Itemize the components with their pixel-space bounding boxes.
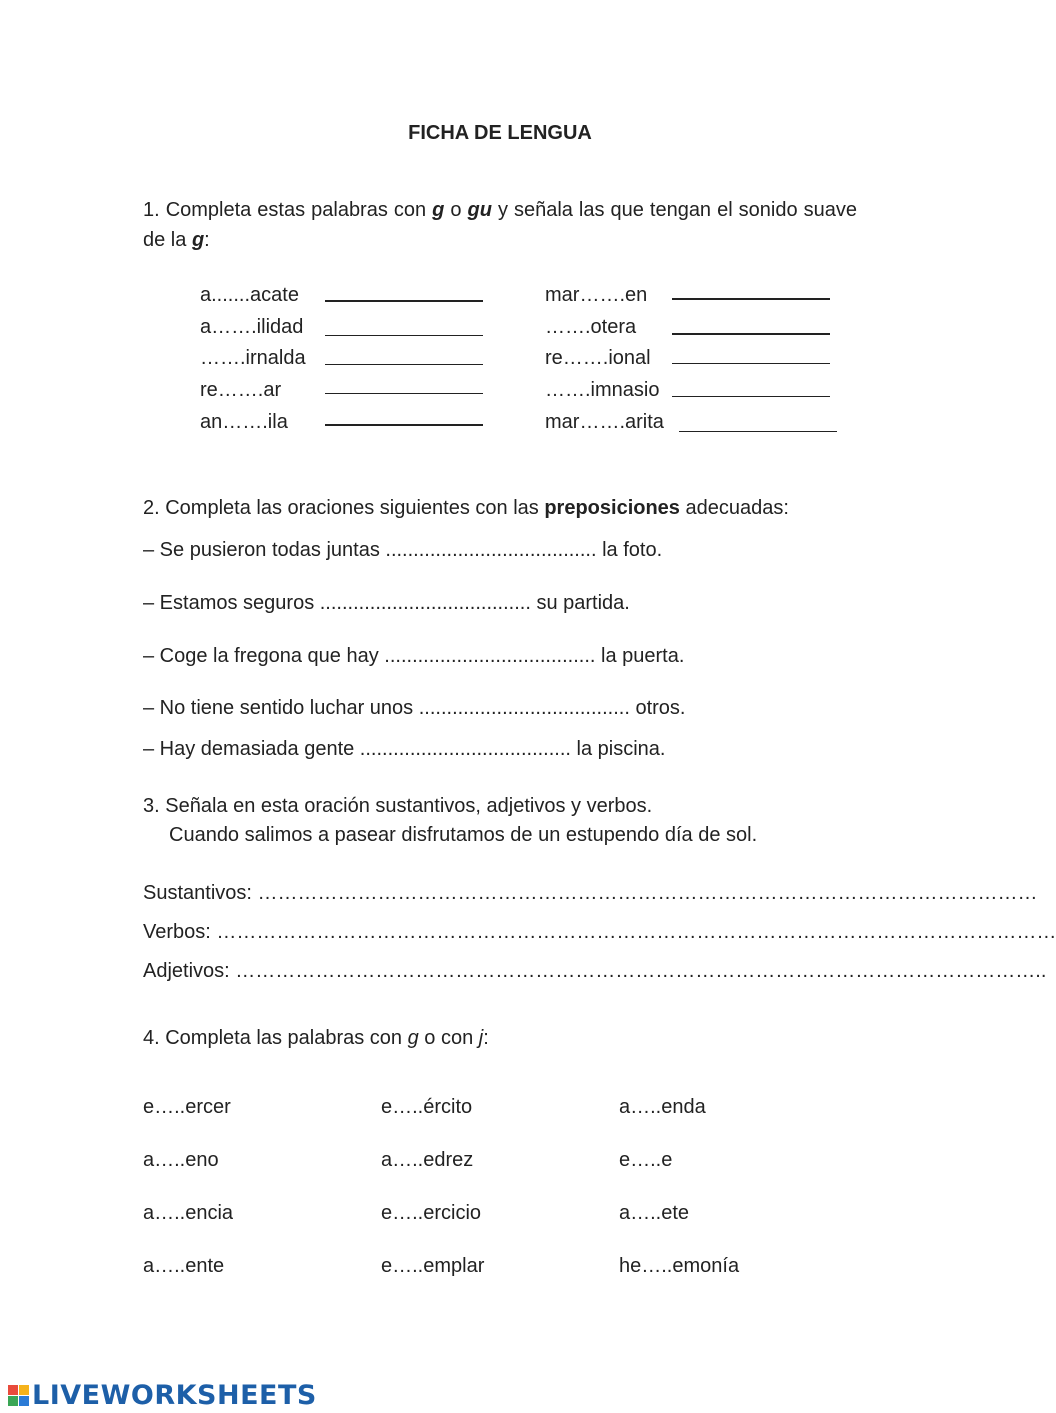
logo-grid-icon bbox=[8, 1385, 29, 1406]
page-title: FICHA DE LENGUA bbox=[408, 122, 592, 144]
answer-line[interactable] bbox=[325, 393, 483, 394]
q4-word[interactable]: a…..edrez bbox=[381, 1149, 474, 1171]
q2-sentence[interactable]: – Coge la fregona que hay ...................................... la puerta. bbox=[143, 645, 685, 667]
answer-line[interactable] bbox=[672, 333, 830, 335]
answer-line[interactable] bbox=[672, 363, 830, 364]
q4-letter-g: g bbox=[407, 1027, 419, 1049]
q4-word[interactable]: e…..e bbox=[619, 1149, 673, 1171]
q2-sentence[interactable]: – Estamos seguros ...................................... su partida. bbox=[143, 592, 630, 614]
question-3-instruction: 3. Señala en esta oración sustantivos, adjetivos y verbos. bbox=[143, 795, 653, 817]
q4-text-pre: 4. Completa las palabras con bbox=[143, 1027, 408, 1049]
q2-text-pre: 2. Completa las oraciones siguientes con las bbox=[143, 497, 545, 519]
answer-line[interactable] bbox=[325, 335, 483, 336]
answer-line[interactable] bbox=[679, 431, 837, 432]
q2-text-bold: preposiciones bbox=[544, 497, 680, 519]
q4-letter-j: j bbox=[478, 1027, 484, 1049]
q3-answer-verbos[interactable]: Verbos: ……………………………………………………………………………………………………………… bbox=[143, 921, 1056, 943]
q4-word[interactable]: e…..ército bbox=[381, 1096, 473, 1118]
q1-word: re…….ional bbox=[545, 347, 651, 369]
answer-line[interactable] bbox=[672, 298, 830, 300]
q1-text-pre: 1. Completa estas palabras con bbox=[143, 199, 433, 221]
q2-text-post: adecuadas: bbox=[679, 497, 789, 519]
q4-text-mid: o con bbox=[418, 1027, 479, 1049]
question-4-instruction bbox=[143, 1027, 489, 1050]
q3-sentence: Cuando salimos a pasear disfrutamos de un estupendo día de sol. bbox=[169, 824, 758, 846]
q4-word[interactable]: e…..ercer bbox=[143, 1096, 231, 1118]
q2-sentence[interactable]: – Se pusieron todas juntas ...................................... la foto. bbox=[143, 539, 663, 561]
q4-word[interactable]: he…..emonía bbox=[619, 1255, 740, 1277]
q1-word: …….imnasio bbox=[545, 379, 660, 401]
answer-line[interactable] bbox=[325, 364, 483, 365]
q1-word: …….irnalda bbox=[200, 347, 306, 369]
q2-sentence[interactable]: – Hay demasiada gente ...................................... la piscina. bbox=[143, 738, 666, 760]
q3-answer-adjetivos[interactable]: Adjetivos: ………………………………………………………………………………………………………….. bbox=[143, 960, 1047, 982]
q1-word: a…….ilidad bbox=[200, 316, 304, 338]
q4-word[interactable]: a…..eno bbox=[143, 1149, 219, 1171]
q1-word: re…….ar bbox=[200, 379, 282, 401]
answer-line[interactable] bbox=[325, 424, 483, 426]
q1-word: a.......acate bbox=[200, 284, 299, 306]
q1-word: an…….ila bbox=[200, 411, 288, 433]
q3-answer-sustantivos[interactable]: Sustantivos: ……………………………………………………………………………………………………… bbox=[143, 882, 1038, 904]
q1-text-mid: y señala las que tengan el sonido suave de la bbox=[143, 199, 857, 251]
q4-word[interactable]: a…..enda bbox=[619, 1096, 706, 1118]
logo-text: LIVEWORKSHEETS bbox=[32, 1380, 317, 1411]
q1-letter-g: g bbox=[432, 199, 445, 221]
question-2-instruction bbox=[143, 497, 789, 520]
q4-word[interactable]: a…..ete bbox=[619, 1202, 690, 1224]
q4-text-end: : bbox=[483, 1027, 489, 1049]
question-1-instruction bbox=[143, 195, 857, 255]
q1-letter-g2: g bbox=[191, 229, 205, 251]
q1-word: mar…….en bbox=[545, 284, 648, 306]
q1-text-end: : bbox=[204, 229, 210, 251]
q1-letters-gu: gu bbox=[467, 199, 492, 221]
liveworksheets-logo bbox=[8, 1380, 317, 1411]
answer-line[interactable] bbox=[325, 300, 483, 302]
q4-word[interactable]: a…..ente bbox=[143, 1255, 225, 1277]
q1-word: mar…….arita bbox=[545, 411, 664, 433]
q1-text-o: o bbox=[444, 199, 468, 221]
q4-word[interactable]: a…..encia bbox=[143, 1202, 234, 1224]
q2-sentence[interactable]: – No tiene sentido luchar unos ...................................... otros. bbox=[143, 697, 686, 719]
q4-word[interactable]: e…..emplar bbox=[381, 1255, 485, 1277]
answer-line[interactable] bbox=[672, 396, 830, 397]
q4-word[interactable]: e…..ercicio bbox=[381, 1202, 482, 1224]
q1-word: …….otera bbox=[545, 316, 637, 338]
